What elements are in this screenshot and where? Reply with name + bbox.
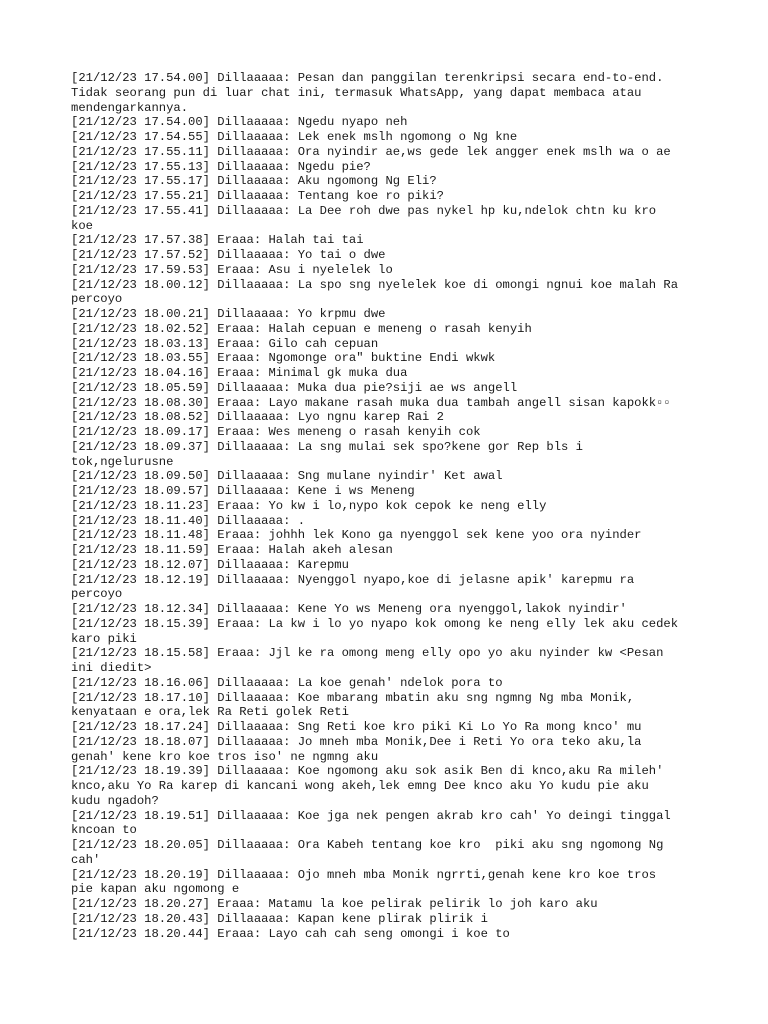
chat-line: [21/12/23 18.12.19] Dillaaaaa: Nyenggol nyapo,koe di jelasne apik' karepmu ra percoyo <box>71 572 635 602</box>
chat-line: [21/12/23 18.08.52] Dillaaaaa: Lyo ngnu karep Rai 2 <box>71 410 444 425</box>
chat-line: [21/12/23 17.57.52] Dillaaaaa: Yo tai o dwe <box>71 248 386 262</box>
chat-line: [21/12/23 18.04.16] Eraaa: Minimal gk muka dua <box>71 366 408 380</box>
chat-line: [21/12/23 18.00.21] Dillaaaaa: Yo krpmu dwe <box>71 307 386 321</box>
chat-line: [21/12/23 18.05.59] Dillaaaaa: Muka dua pie?siji ae ws angell <box>71 380 518 395</box>
chat-line: [21/12/23 18.17.24] Dillaaaaa: Sng Reti koe kro piki Ki Lo Yo Ra mong knco' mu <box>71 720 642 734</box>
chat-line: [21/12/23 18.11.23] Eraaa: Yo kw i lo,nypo kok cepok ke neng elly <box>71 498 547 513</box>
chat-line: [21/12/23 18.03.55] Eraaa: Ngomonge ora" buktine Endi wkwk <box>71 351 496 366</box>
chat-line: [21/12/23 17.55.21] Dillaaaaa: Tentang koe ro piki? <box>71 189 444 203</box>
chat-line: [21/12/23 17.55.11] Dillaaaaa: Ora nyindir ae,ws gede lek angger enek mslh wa o ae <box>71 144 671 159</box>
chat-line: [21/12/23 18.08.30] Eraaa: Layo makane rasah muka dua tambah angell sisan kapokk▫▫ <box>71 395 671 410</box>
chat-line: [21/12/23 17.54.55] Dillaaaaa: Lek enek mslh ngomong o Ng kne <box>71 130 518 144</box>
chat-line: [21/12/23 18.20.43] Dillaaaaa: Kapan kene plirak plirik i <box>71 911 488 926</box>
chat-line: [21/12/23 18.09.37] Dillaaaaa: La sng mulai sek spo?kene gor Rep bls i tok,ngelurusne <box>71 439 583 469</box>
chat-line: [21/12/23 18.09.57] Dillaaaaa: Kene i ws Meneng <box>71 484 415 498</box>
chat-line: [21/12/23 17.54.00] Dillaaaaa: Pesan dan panggilan terenkripsi secara end-to-end. Tidak seorang pun di luar chat ini, termasuk WhatsApp, yang dapat membaca atau mendengarkannya. <box>71 71 664 115</box>
chat-line: [21/12/23 18.19.39] Dillaaaaa: Koe ngomong aku sok asik Ben di knco,aku Ra mileh' knco,aku Yo Ra karep di kancani wong akeh,lek emng Dee knco aku Yo kudu pie aku kudu ngadoh? <box>71 764 664 808</box>
chat-line: [21/12/23 18.20.27] Eraaa: Matamu la koe pelirak pelirik lo joh karo aku <box>71 897 598 911</box>
chat-line: [21/12/23 18.00.12] Dillaaaaa: La spo sng nyelelek koe di omongi ngnui koe malah Ra percoyo <box>71 277 679 307</box>
chat-line: [21/12/23 17.57.38] Eraaa: Halah tai tai <box>71 233 364 248</box>
chat-line: [21/12/23 18.12.07] Dillaaaaa: Karepmu <box>71 557 349 572</box>
chat-line: [21/12/23 18.09.17] Eraaa: Wes meneng o rasah kenyih cok <box>71 425 481 439</box>
chat-transcript <box>71 71 721 941</box>
chat-line: [21/12/23 18.11.40] Dillaaaaa: . <box>71 513 306 528</box>
chat-line: [21/12/23 18.20.05] Dillaaaaa: Ora Kabeh tentang koe kro piki aku sng ngomong Ng cah' <box>71 838 664 867</box>
chat-line: [21/12/23 17.54.00] Dillaaaaa: Ngedu nyapo neh <box>71 115 408 130</box>
chat-line: [21/12/23 18.02.52] Eraaa: Halah cepuan e meneng o rasah kenyih <box>71 321 532 336</box>
chat-line: [21/12/23 18.03.13] Eraaa: Gilo cah cepuan <box>71 336 379 351</box>
chat-line: [21/12/23 17.55.17] Dillaaaaa: Aku ngomong Ng Eli? <box>71 174 437 189</box>
chat-line: [21/12/23 17.59.53] Eraaa: Asu i nyelelek lo <box>71 262 393 277</box>
chat-line: [21/12/23 18.12.34] Dillaaaaa: Kene Yo ws Meneng ora nyenggol,lakok nyindir' <box>71 602 627 616</box>
chat-line: [21/12/23 18.19.51] Dillaaaaa: Koe jga nek pengen akrab kro cah' Yo deingi tinggal kncoan to <box>71 808 671 838</box>
chat-line: [21/12/23 18.15.39] Eraaa: La kw i lo yo nyapo kok omong ke neng elly lek aku cedek karo piki <box>71 616 679 646</box>
chat-line: [21/12/23 18.18.07] Dillaaaaa: Jo mneh mba Monik,Dee i Reti Yo ora teko aku,la genah' kene kro koe tros iso' ne ngmng aku <box>71 734 642 764</box>
chat-line: [21/12/23 18.09.50] Dillaaaaa: Sng mulane nyindir' Ket awal <box>71 469 503 484</box>
chat-line: [21/12/23 18.20.44] Eraaa: Layo cah cah seng omongi i koe to <box>71 926 510 941</box>
chat-line: [21/12/23 18.11.48] Eraaa: johhh lek Kono ga nyenggol sek kene yoo ora nyinder <box>71 528 642 543</box>
chat-line: [21/12/23 17.55.13] Dillaaaaa: Ngedu pie? <box>71 159 371 174</box>
chat-line: [21/12/23 18.15.58] Eraaa: Jjl ke ra omong meng elly opo yo aku nyinder kw <Pesan ini diedit> <box>71 646 664 675</box>
chat-line: [21/12/23 18.20.19] Dillaaaaa: Ojo mneh mba Monik ngrrti,genah kene kro koe tros pie kapan aku ngomong e <box>71 867 657 897</box>
chat-line: [21/12/23 18.17.10] Dillaaaaa: Koe mbarang mbatin aku sng ngmng Ng mba Monik, kenyataan e ora,lek Ra Reti golek Reti <box>71 690 635 720</box>
chat-line: [21/12/23 18.16.06] Dillaaaaa: La koe genah' ndelok pora to <box>71 675 503 690</box>
chat-line: [21/12/23 18.11.59] Eraaa: Halah akeh alesan <box>71 543 393 557</box>
chat-line: [21/12/23 17.55.41] Dillaaaaa: La Dee roh dwe pas nykel hp ku,ndelok chtn ku kro koe <box>71 203 657 233</box>
